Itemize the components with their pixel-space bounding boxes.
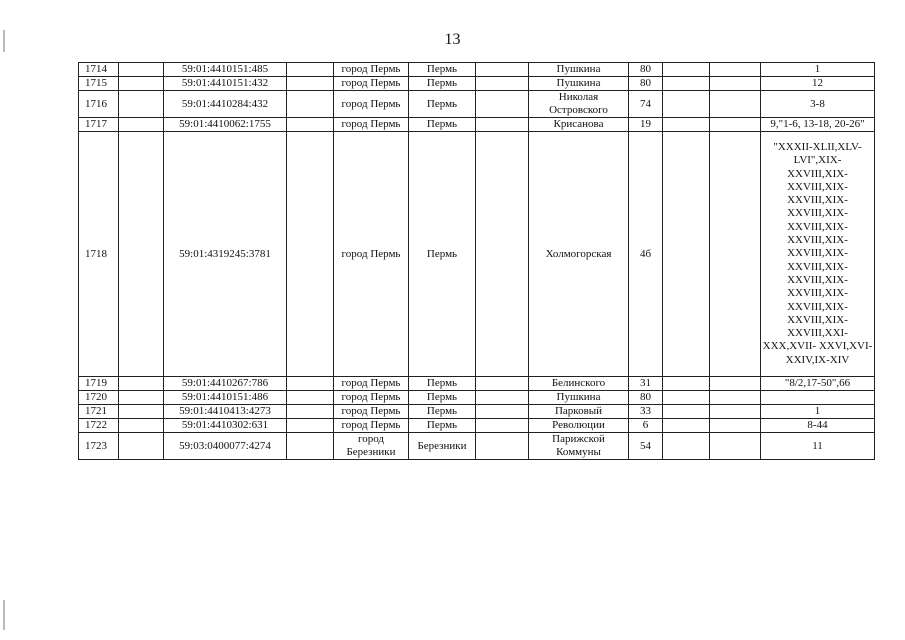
cadastral-number: 59:01:4410413:4273 — [164, 405, 287, 419]
empty-cell — [710, 419, 761, 433]
table-row — [79, 419, 875, 433]
table-row — [79, 63, 875, 77]
house-number: 74 — [629, 91, 663, 118]
locality: Пермь — [409, 63, 476, 77]
page-number: 13 — [444, 31, 461, 48]
table-row — [79, 77, 875, 91]
empty-cell — [287, 132, 334, 377]
table-row — [79, 433, 875, 460]
empty-cell — [119, 419, 164, 433]
row-number: 1720 — [79, 391, 119, 405]
empty-cell — [710, 91, 761, 118]
house-number: 54 — [629, 433, 663, 460]
empty-cell — [710, 377, 761, 391]
empty-cell — [663, 118, 710, 132]
empty-cell — [663, 377, 710, 391]
table-row — [79, 118, 875, 132]
house-number: 19 — [629, 118, 663, 132]
house-number: 31 — [629, 377, 663, 391]
empty-cell — [710, 132, 761, 377]
empty-cell — [287, 118, 334, 132]
empty-cell — [287, 419, 334, 433]
empty-cell — [710, 77, 761, 91]
row-number: 1717 — [79, 118, 119, 132]
table-row — [79, 377, 875, 391]
street: Парижской Коммуны — [529, 433, 629, 460]
cadastral-number: 59:01:4410151:432 — [164, 77, 287, 91]
row-number: 1718 — [79, 132, 119, 377]
locality: Пермь — [409, 405, 476, 419]
empty-cell — [119, 132, 164, 377]
empty-cell — [119, 377, 164, 391]
empty-cell — [663, 391, 710, 405]
locality: Пермь — [409, 419, 476, 433]
locality: Пермь — [409, 118, 476, 132]
street: Крисанова — [529, 118, 629, 132]
empty-cell — [119, 405, 164, 419]
apartment-numbers: 1 — [761, 63, 875, 77]
empty-cell — [476, 77, 529, 91]
cadastral-number: 59:03:0400077:4274 — [164, 433, 287, 460]
row-number: 1715 — [79, 77, 119, 91]
apartment-numbers: 11 — [761, 433, 875, 460]
empty-cell — [710, 405, 761, 419]
scan-edge-mark — [3, 30, 5, 52]
house-number: 4б — [629, 132, 663, 377]
street: Пушкина — [529, 391, 629, 405]
settlement: город Пермь — [334, 405, 409, 419]
street: Парковый — [529, 405, 629, 419]
settlement: город Пермь — [334, 118, 409, 132]
apartment-numbers: 9,"1-6, 13-18, 20-26" — [761, 118, 875, 132]
empty-cell — [476, 377, 529, 391]
locality: Березники — [409, 433, 476, 460]
settlement: город Березники — [334, 433, 409, 460]
empty-cell — [663, 419, 710, 433]
settlement: город Пермь — [334, 377, 409, 391]
empty-cell — [476, 405, 529, 419]
apartment-numbers: 1 — [761, 405, 875, 419]
empty-cell — [476, 63, 529, 77]
cadastral-number: 59:01:4319245:3781 — [164, 132, 287, 377]
street: Пушкина — [529, 77, 629, 91]
locality: Пермь — [409, 377, 476, 391]
locality: Пермь — [409, 391, 476, 405]
row-number: 1714 — [79, 63, 119, 77]
house-number: 80 — [629, 391, 663, 405]
settlement: город Пермь — [334, 77, 409, 91]
empty-cell — [476, 433, 529, 460]
locality: Пермь — [409, 132, 476, 377]
cadastral-number: 59:01:4410151:486 — [164, 391, 287, 405]
row-number: 1723 — [79, 433, 119, 460]
table-row — [79, 391, 875, 405]
empty-cell — [119, 433, 164, 460]
empty-cell — [710, 433, 761, 460]
empty-cell — [476, 91, 529, 118]
settlement: город Пермь — [334, 391, 409, 405]
cadastral-number: 59:01:4410267:786 — [164, 377, 287, 391]
empty-cell — [287, 377, 334, 391]
street: Белинского — [529, 377, 629, 391]
empty-cell — [119, 77, 164, 91]
settlement: город Пермь — [334, 91, 409, 118]
empty-cell — [476, 391, 529, 405]
apartment-numbers — [761, 391, 875, 405]
row-number: 1716 — [79, 91, 119, 118]
empty-cell — [287, 405, 334, 419]
apartment-numbers: "8/2,17-50",66 — [761, 377, 875, 391]
apartment-numbers: 8-44 — [761, 419, 875, 433]
cadastral-number: 59:01:4410062:1755 — [164, 118, 287, 132]
table-row — [79, 405, 875, 419]
row-number: 1719 — [79, 377, 119, 391]
scan-edge-mark — [3, 600, 5, 630]
settlement: город Пермь — [334, 419, 409, 433]
empty-cell — [663, 77, 710, 91]
empty-cell — [663, 91, 710, 118]
empty-cell — [663, 63, 710, 77]
settlement: город Пермь — [334, 63, 409, 77]
empty-cell — [119, 63, 164, 77]
table-row — [79, 91, 875, 118]
empty-cell — [710, 63, 761, 77]
empty-cell — [710, 391, 761, 405]
empty-cell — [663, 132, 710, 377]
cadastral-number: 59:01:4410284:432 — [164, 91, 287, 118]
settlement: город Пермь — [334, 132, 409, 377]
locality: Пермь — [409, 91, 476, 118]
empty-cell — [287, 63, 334, 77]
property-registry-table — [78, 62, 875, 460]
empty-cell — [119, 91, 164, 118]
cadastral-number: 59:01:4410302:631 — [164, 419, 287, 433]
house-number: 80 — [629, 63, 663, 77]
empty-cell — [287, 433, 334, 460]
apartment-numbers: 12 — [761, 77, 875, 91]
house-number: 80 — [629, 77, 663, 91]
house-number: 6 — [629, 419, 663, 433]
street: Пушкина — [529, 63, 629, 77]
empty-cell — [287, 77, 334, 91]
empty-cell — [476, 132, 529, 377]
street: Холмогорская — [529, 132, 629, 377]
street: Николая Островского — [529, 91, 629, 118]
house-number: 33 — [629, 405, 663, 419]
empty-cell — [476, 419, 529, 433]
row-number: 1722 — [79, 419, 119, 433]
empty-cell — [663, 433, 710, 460]
street: Революции — [529, 419, 629, 433]
row-number: 1721 — [79, 405, 119, 419]
empty-cell — [119, 118, 164, 132]
empty-cell — [476, 118, 529, 132]
apartment-numbers: "XXXII-XLII,XLV- LVI",XIX- XXVIII,XIX- XXVIII,XIX- XXVIII,XIX- XXVIII,XIX- XXVIII,XIX- XXVIII,XIX- XXVIII,XIX- XXVIII,XIX- XXVIII,XIX- XXVIII,XIX- XXVIII,XIX- XXVIII,XIX- XXVIII,XXI- XXX,XVII- XXVI,XVI- XXIV,IX-XIV — [761, 132, 875, 377]
empty-cell — [287, 391, 334, 405]
table-row — [79, 132, 875, 377]
empty-cell — [710, 118, 761, 132]
empty-cell — [663, 405, 710, 419]
empty-cell — [287, 91, 334, 118]
apartment-numbers: 3-8 — [761, 91, 875, 118]
empty-cell — [119, 391, 164, 405]
locality: Пермь — [409, 77, 476, 91]
cadastral-number: 59:01:4410151:485 — [164, 63, 287, 77]
